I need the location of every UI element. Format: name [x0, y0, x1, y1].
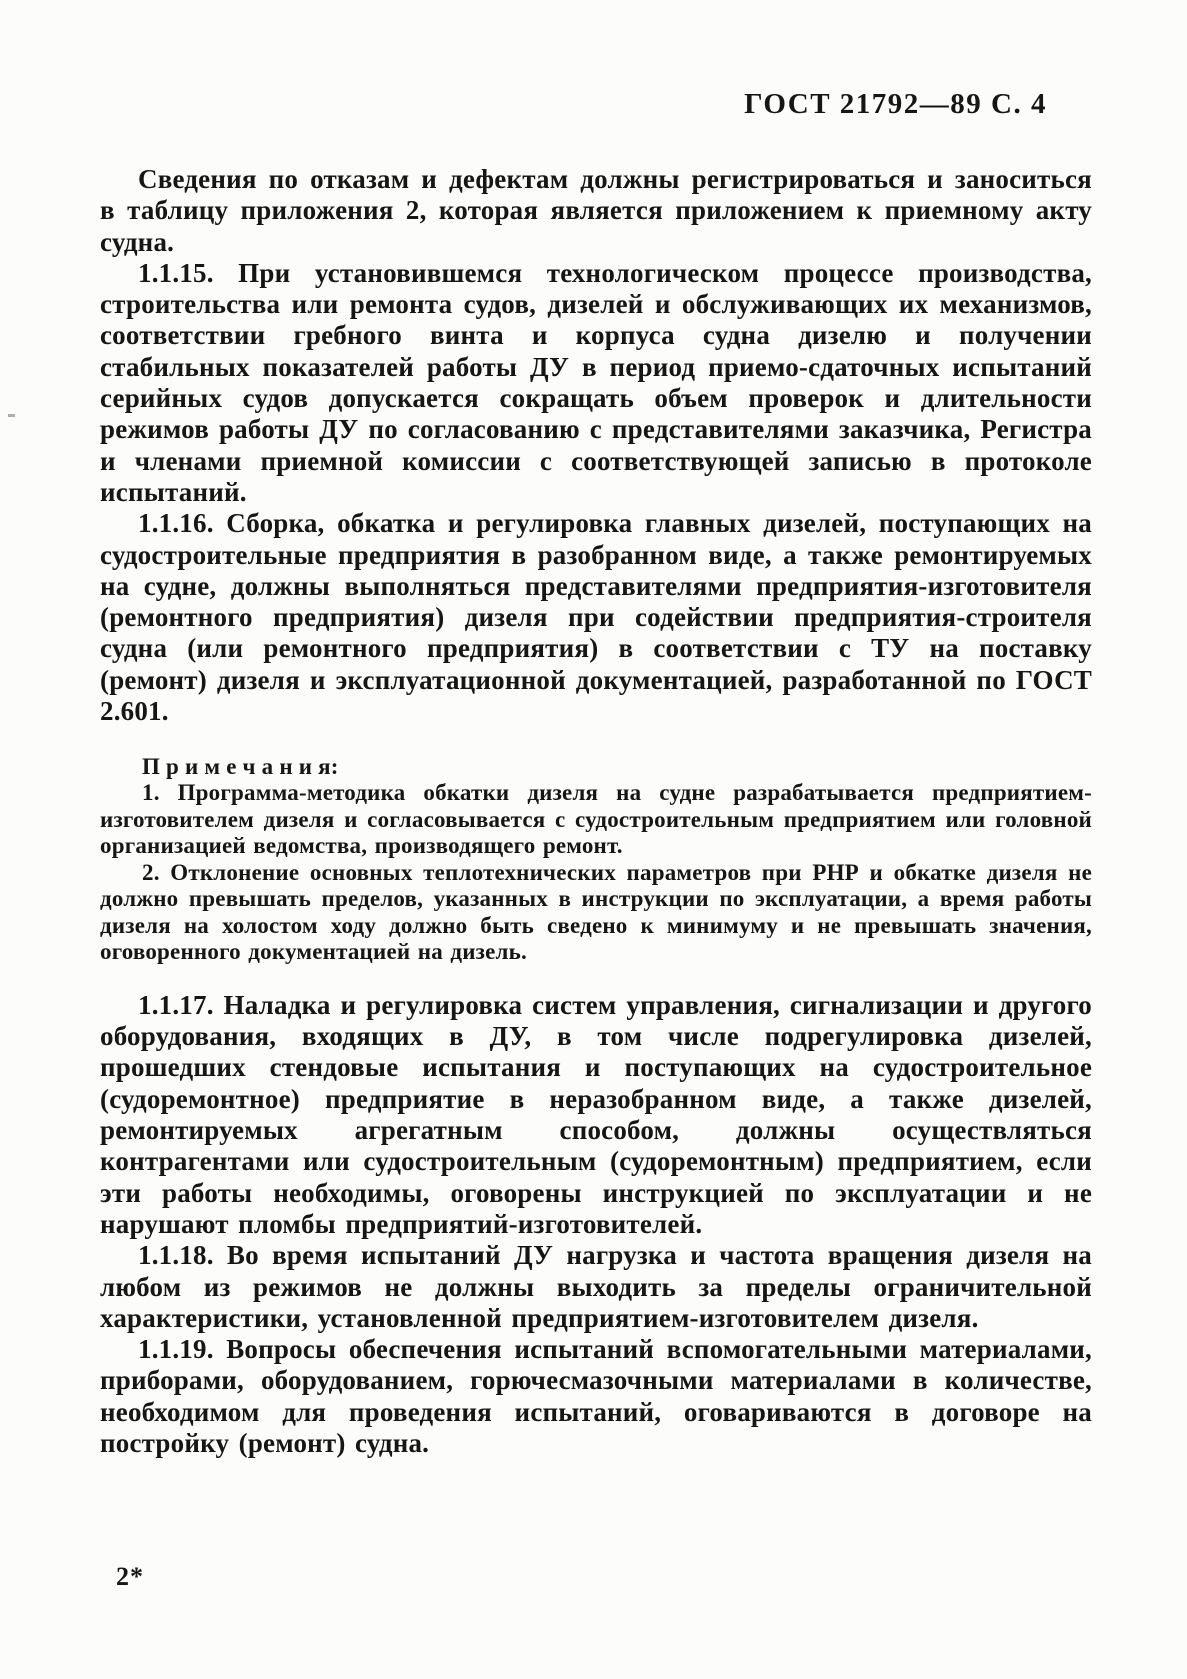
- scan-artifact: [8, 414, 15, 417]
- page-header-standard-number: ГОСТ 21792—89 С. 4: [744, 88, 1047, 120]
- notes-block: [100, 753, 1092, 966]
- note-2: 2. Отклонение основных теплотехнических параметров при РНР и обкатке дизеля не должно превышать пределов, указанных в инструкции по эксплуатации, а время работы дизеля на холостом ходу должно быть сведено к минимуму и не превышать значения, оговоренного документацией на дизель.: [100, 859, 1092, 965]
- note-1: 1. Программа-методика обкатки дизеля на судне разрабатывается предприятием-изготовителем дизеля и согласовывается с судостроительным предприятием или головной организацией ведомства, производящего ремонт.: [100, 780, 1092, 859]
- paragraph-1-1-18: 1.1.18. Во время испытаний ДУ нагрузка и частота вращения дизеля на любом из режимов не должны выходить за пределы ограничительной характеристики, установленной предприятием-изготовителем дизеля.: [100, 1240, 1092, 1333]
- notes-heading: П р и м е ч а н и я:: [142, 754, 339, 780]
- text-column: [100, 164, 1092, 1459]
- paragraph-1-1-16: 1.1.16. Сборка, обкатка и регулировка главных дизелей, поступающих на судостроительные предприятия в разобранном виде, а также ремонтируемых на судне, должны выполняться представителями предприятия-изготовителя (ремонтного предприятия) дизеля при содействии предприятия-строителя судна (или ремонтного предприятия) в соответствии с ТУ на поставку (ремонт) дизеля и эксплуатационной документацией, разработанной по ГОСТ 2.601.: [100, 508, 1092, 727]
- paragraph-1-1-17: 1.1.17. Наладка и регулировка систем управления, сигнализации и другого оборудования, входящих в ДУ, в том числе подрегулировка дизелей, прошедших стендовые испытания и поступающих на судостроительное (судоремонтное) предприятие в неразобранном виде, а также дизелей, ремонтируемых агрегатным способом, должны осуществляться контрагентами или судостроительным (судоремонтным) предприятием, если эти работы необходимы, оговорены инструкцией по эксплуатации и не нарушают пломбы предприятий-изготовителей.: [100, 989, 1092, 1239]
- signature-mark: 2*: [116, 1562, 144, 1591]
- paragraph-1-1-19: 1.1.19. Вопросы обеспечения испытаний вспомогательными материалами, приборами, оборудованием, горючесмазочными материалами в количестве, необходимом для проведения испытаний, оговариваются в договоре на постройку (ремонт) судна.: [100, 1334, 1092, 1458]
- paragraph-intro: Сведения по отказам и дефектам должны регистрироваться и заноситься в таблицу приложения 2, которая является приложением к приемному акту судна.: [100, 164, 1092, 257]
- paragraph-1-1-15: 1.1.15. При установившемся технологическом процессе производства, строительства или ремонта судов, дизелей и обслуживающих их механизмов, соответствии гребного винта и корпуса судна дизелю и получении стабильных показателей работы ДУ в период приемо-сдаточных испытаний серийных судов допускается сокращать объем проверок и длительности режимов работы ДУ по согласованию с представителями заказчика, Регистра и членами приемной комиссии с соответствующей записью в протоколе испытаний.: [100, 257, 1092, 507]
